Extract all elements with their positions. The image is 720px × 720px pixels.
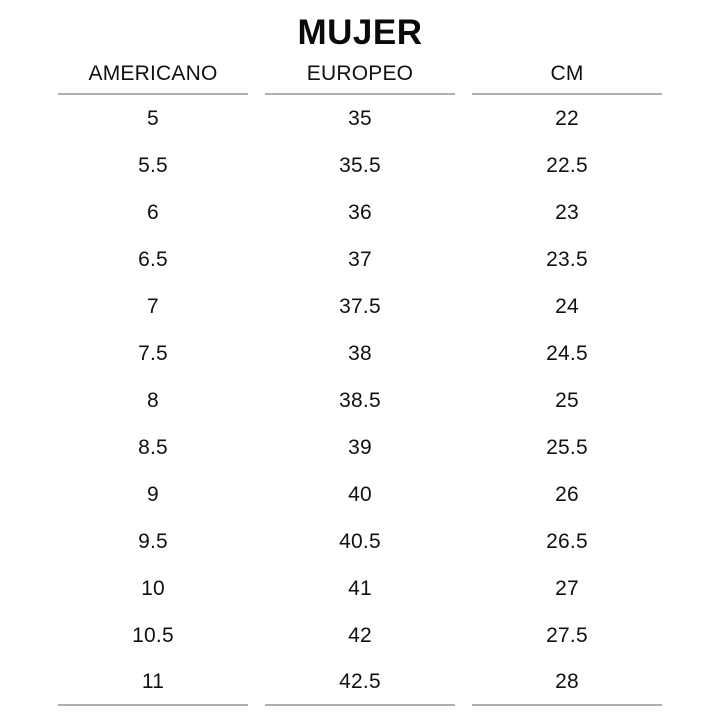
table-row <box>58 142 662 189</box>
size-cell: 42 <box>348 623 372 647</box>
size-cell: 9.5 <box>138 529 168 553</box>
size-cell: 5.5 <box>138 153 168 177</box>
column-header-cm: CM <box>472 54 662 95</box>
table-row <box>58 330 662 377</box>
table-row <box>58 189 662 236</box>
header-row <box>58 54 662 95</box>
size-cell: 5 <box>147 106 159 130</box>
size-cell: 6 <box>147 200 159 224</box>
size-cell: 39 <box>348 435 372 459</box>
table-row <box>58 612 662 659</box>
size-cell: 28 <box>472 659 662 706</box>
size-cell: 25.5 <box>546 435 588 459</box>
table-row <box>58 377 662 424</box>
size-cell: 42.5 <box>265 659 455 706</box>
size-cell: 38.5 <box>339 388 381 412</box>
size-cell: 9 <box>147 482 159 506</box>
size-cell: 40.5 <box>339 529 381 553</box>
size-cell: 24.5 <box>546 341 588 365</box>
table-row <box>58 659 662 706</box>
size-cell: 6.5 <box>138 247 168 271</box>
size-cell: 22 <box>555 106 579 130</box>
size-cell: 27 <box>555 576 579 600</box>
table-row <box>58 471 662 518</box>
table-row <box>58 518 662 565</box>
size-cell: 11 <box>58 659 248 706</box>
size-cell: 23.5 <box>546 247 588 271</box>
size-cell: 22.5 <box>546 153 588 177</box>
size-cell: 38 <box>348 341 372 365</box>
size-cell: 10.5 <box>132 623 174 647</box>
size-cell: 26.5 <box>546 529 588 553</box>
column-header-europeo: EUROPEO <box>265 54 455 95</box>
size-conversion-table <box>41 54 679 706</box>
size-cell: 23 <box>555 200 579 224</box>
size-cell: 35.5 <box>339 153 381 177</box>
size-cell: 24 <box>555 294 579 318</box>
size-cell: 27.5 <box>546 623 588 647</box>
table-row <box>58 283 662 330</box>
size-cell: 8.5 <box>138 435 168 459</box>
size-cell: 26 <box>555 482 579 506</box>
page-title: MUJER <box>297 13 423 52</box>
table-row <box>58 565 662 612</box>
table-row <box>58 236 662 283</box>
size-cell: 10 <box>141 576 165 600</box>
size-cell: 8 <box>147 388 159 412</box>
size-cell: 37 <box>348 247 372 271</box>
size-cell: 35 <box>348 106 372 130</box>
size-cell: 36 <box>348 200 372 224</box>
column-header-americano: AMERICANO <box>58 54 248 95</box>
size-cell: 7 <box>147 294 159 318</box>
size-cell: 7.5 <box>138 341 168 365</box>
table-row <box>58 95 662 142</box>
size-chart-page <box>0 12 720 720</box>
table-row <box>58 424 662 471</box>
size-cell: 37.5 <box>339 294 381 318</box>
size-cell: 40 <box>348 482 372 506</box>
size-cell: 25 <box>555 388 579 412</box>
size-cell: 41 <box>348 576 372 600</box>
